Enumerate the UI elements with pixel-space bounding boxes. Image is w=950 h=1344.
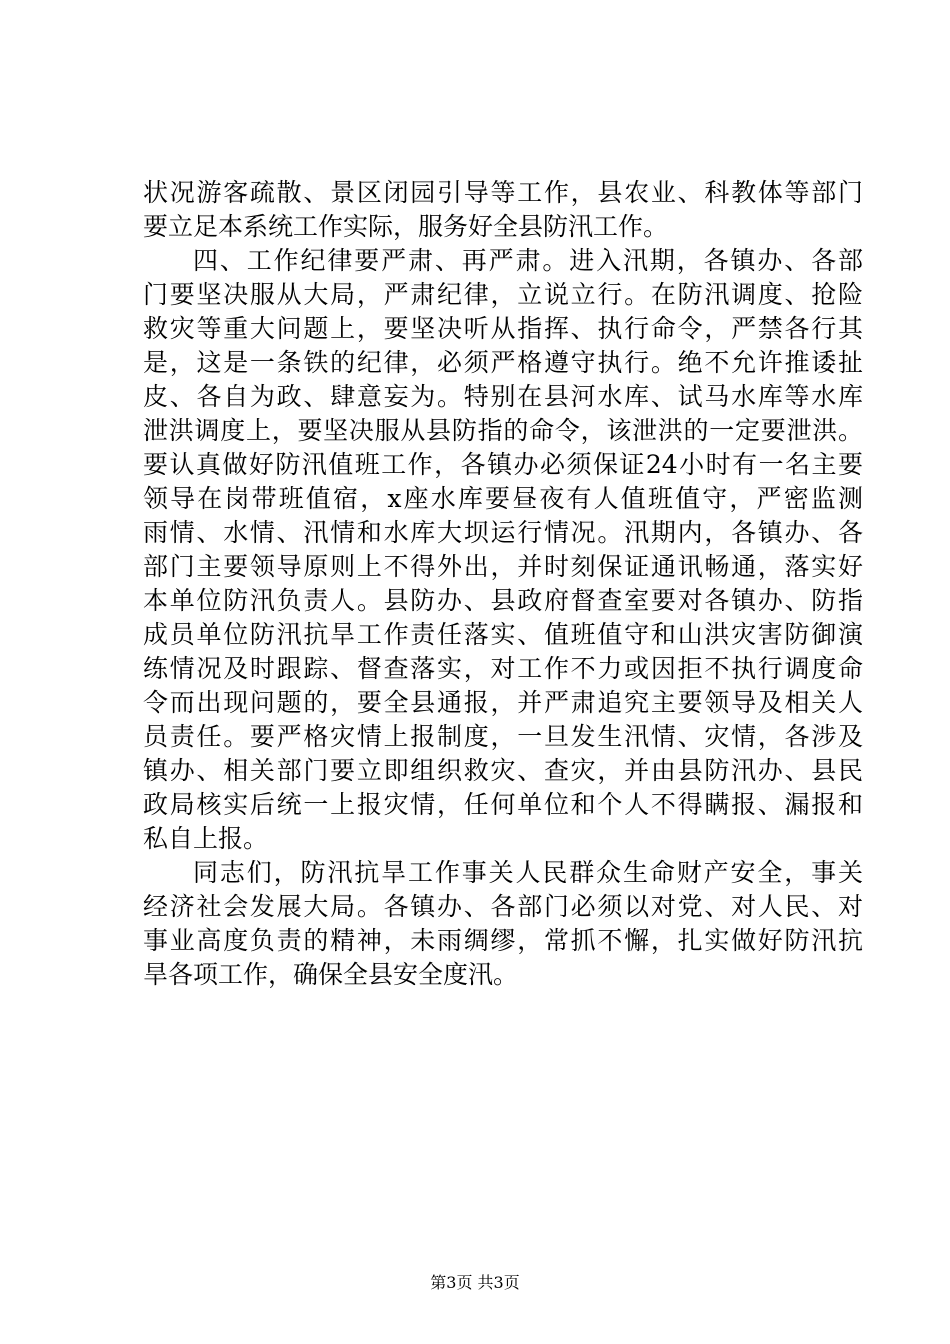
text-line: 私自上报。 xyxy=(143,824,269,853)
document-body xyxy=(143,176,863,992)
text-line: 员责任。要严格灾情上报制度，一旦发生汛情、灾情，各涉及 xyxy=(143,722,863,751)
text-line: 雨情、水情、汛情和水库大坝运行情况。汛期内，各镇办、各 xyxy=(143,518,863,547)
paragraph-1 xyxy=(143,176,863,244)
page-number-footer: 第3页 共3页 xyxy=(430,1273,520,1292)
text-line: 四、工作纪律要严肃、再严肃。进入汛期，各镇办、各部 xyxy=(193,246,863,275)
text-line: 是，这是一条铁的纪律，必须严格遵守执行。绝不允许推诿扯 xyxy=(143,348,863,377)
text-line: 成员单位防汛抗旱工作责任落实、值班值守和山洪灾害防御演 xyxy=(143,620,863,649)
text-line: 皮、各自为政、肆意妄为。特别在县河水库、试马水库等水库 xyxy=(143,382,863,411)
text-line: 旱各项工作，确保全县安全度汛。 xyxy=(143,960,519,989)
text-line: 镇办、相关部门要立即组织救灾、查灾，并由县防汛办、县民 xyxy=(143,756,863,785)
text-line: 领导在岗带班值宿，x座水库要昼夜有人值班值守，严密监测 xyxy=(143,484,863,513)
text-line: 同志们，防汛抗旱工作事关人民群众生命财产安全，事关 xyxy=(193,858,863,887)
text-line: 门要坚决服从大局，严肃纪律，立说立行。在防汛调度、抢险 xyxy=(143,280,863,309)
text-line: 本单位防汛负责人。县防办、县政府督查室要对各镇办、防指 xyxy=(143,586,863,615)
text-line: 经济社会发展大局。各镇办、各部门必须以对党、对人民、对 xyxy=(143,892,863,921)
text-line: 救灾等重大问题上，要坚决听从指挥、执行命令，严禁各行其 xyxy=(143,314,863,343)
text-line: 令而出现问题的，要全县通报，并严肃追究主要领导及相关人 xyxy=(143,688,863,717)
text-line: 要认真做好防汛值班工作，各镇办必须保证24小时有一名主要 xyxy=(143,450,863,479)
text-line: 泄洪调度上，要坚决服从县防指的命令，该泄洪的一定要泄洪。 xyxy=(143,416,863,445)
text-line: 要立足本系统工作实际，服务好全县防汛工作。 xyxy=(143,212,669,241)
paragraph-3 xyxy=(143,856,863,992)
paragraph-2 xyxy=(143,244,863,856)
text-line: 状况游客疏散、景区闭园引导等工作，县农业、科教体等部门 xyxy=(143,178,863,207)
text-line: 政局核实后统一上报灾情，任何单位和个人不得瞒报、漏报和 xyxy=(143,790,863,819)
text-line: 事业高度负责的精神，未雨绸缪，常抓不懈，扎实做好防汛抗 xyxy=(143,926,863,955)
text-line: 练情况及时跟踪、督查落实，对工作不力或因拒不执行调度命 xyxy=(143,654,863,683)
text-line: 部门主要领导原则上不得外出，并时刻保证通讯畅通，落实好 xyxy=(143,552,863,581)
